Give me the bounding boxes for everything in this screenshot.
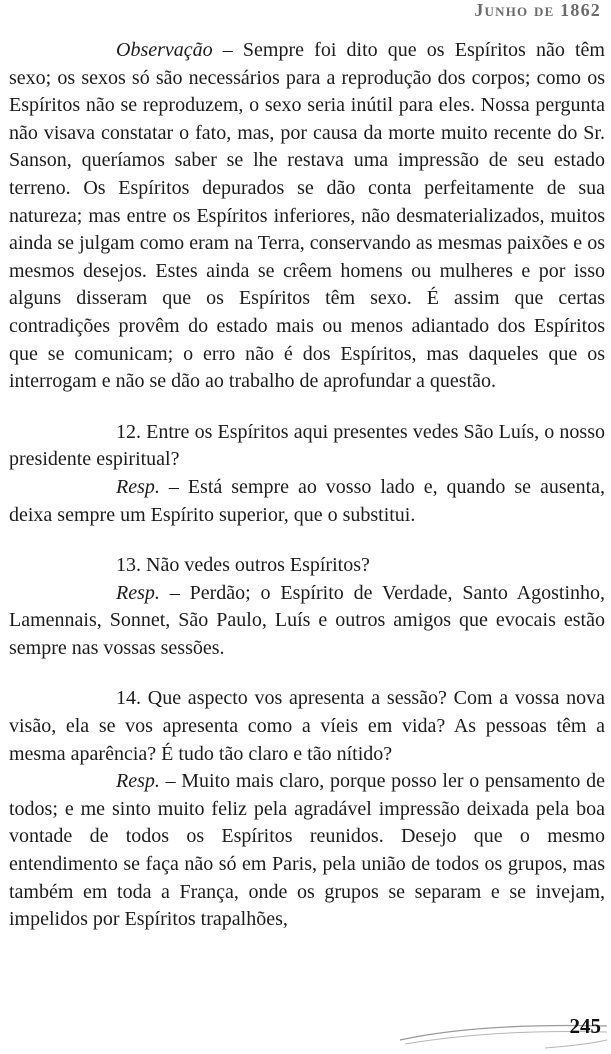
answer-12: [9, 474, 605, 529]
question-12: [9, 419, 605, 474]
paragraph-lead: Resp.: [116, 581, 160, 604]
paragraph-text: – Sempre foi dito que os Espíritos não têm sexo; os sexos só são necessários para a reprodução dos corpos; como os Espíritos não se reproduzem, o sexo seria inútil para eles. Nossa pergunta não visava constatar o fato, mas, por causa da morte muito recente do Sr. Sanson, queríamos saber se lhe restava uma impressão de seu estado terreno. Os Espíritos depurados se dão conta perfeitamente de sua natureza; mas entre os Espíritos inferiores, não desmaterializados, muitos ainda se julgam como eram na Terra, conservando as mesmas paixões e os mesmos desejos. Estes ainda se crêem homens ou mulheres e por isso alguns disseram que os Espíritos têm sexo. É assim que certas contradições provêm do estado mais ou menos adiantado dos Espíritos que se comunicam; o erro não é dos Espíritos, mas daqueles que os interrogam e não se dão ao trabalho de aprofundar a questão.: [9, 39, 605, 393]
paragraph-text: 13. Não vedes outros Espíritos?: [116, 554, 370, 577]
paragraph-text: – Muito mais claro, porque posso ler o pensamento de todos; e me sinto muito feliz pela agradável impressão deixada pela boa vontade de todos os Espíritos reunidos. Desejo que o mesmo entendimento se faça não só em Paris, pela união de todos os grupos, mas também em toda a França, onde os grupos se separam e se invejam, impelidos por Espíritos trapalhões,: [9, 770, 605, 931]
paragraph-lead: Resp.: [116, 770, 160, 793]
answer-13: [9, 580, 605, 663]
page-number: 245: [569, 1014, 601, 1038]
paragraph-observation: [9, 37, 605, 396]
question-14: [9, 685, 605, 768]
running-header: Junho de 1862: [474, 0, 601, 20]
paragraph-text: 12. Entre os Espíritos aqui presentes vedes São Luís, o nosso presidente espiritual?: [9, 420, 605, 471]
answer-14: [9, 768, 605, 934]
paragraph-text: 14. Que aspecto vos apresenta a sessão? Com a vossa nova visão, ela se vos apresenta como a víeis em vida? As pessoas têm a mesma aparência? É tudo tão claro e tão nítido?: [9, 687, 605, 765]
paragraph-lead: Observação: [116, 39, 213, 61]
page-body: [9, 37, 605, 934]
question-13: [9, 552, 605, 580]
paragraph-lead: Resp.: [116, 475, 160, 498]
paragraph-text: – Perdão; o Espírito de Verdade, Santo Agostinho, Lamennais, Sonnet, São Paulo, Luís e outros amigos que evocais estão sempre nas vossas sessões.: [9, 581, 605, 659]
paragraph-text: – Está sempre ao vosso lado e, quando se ausenta, deixa sempre um Espírito superior, que o substitui.: [9, 475, 605, 526]
